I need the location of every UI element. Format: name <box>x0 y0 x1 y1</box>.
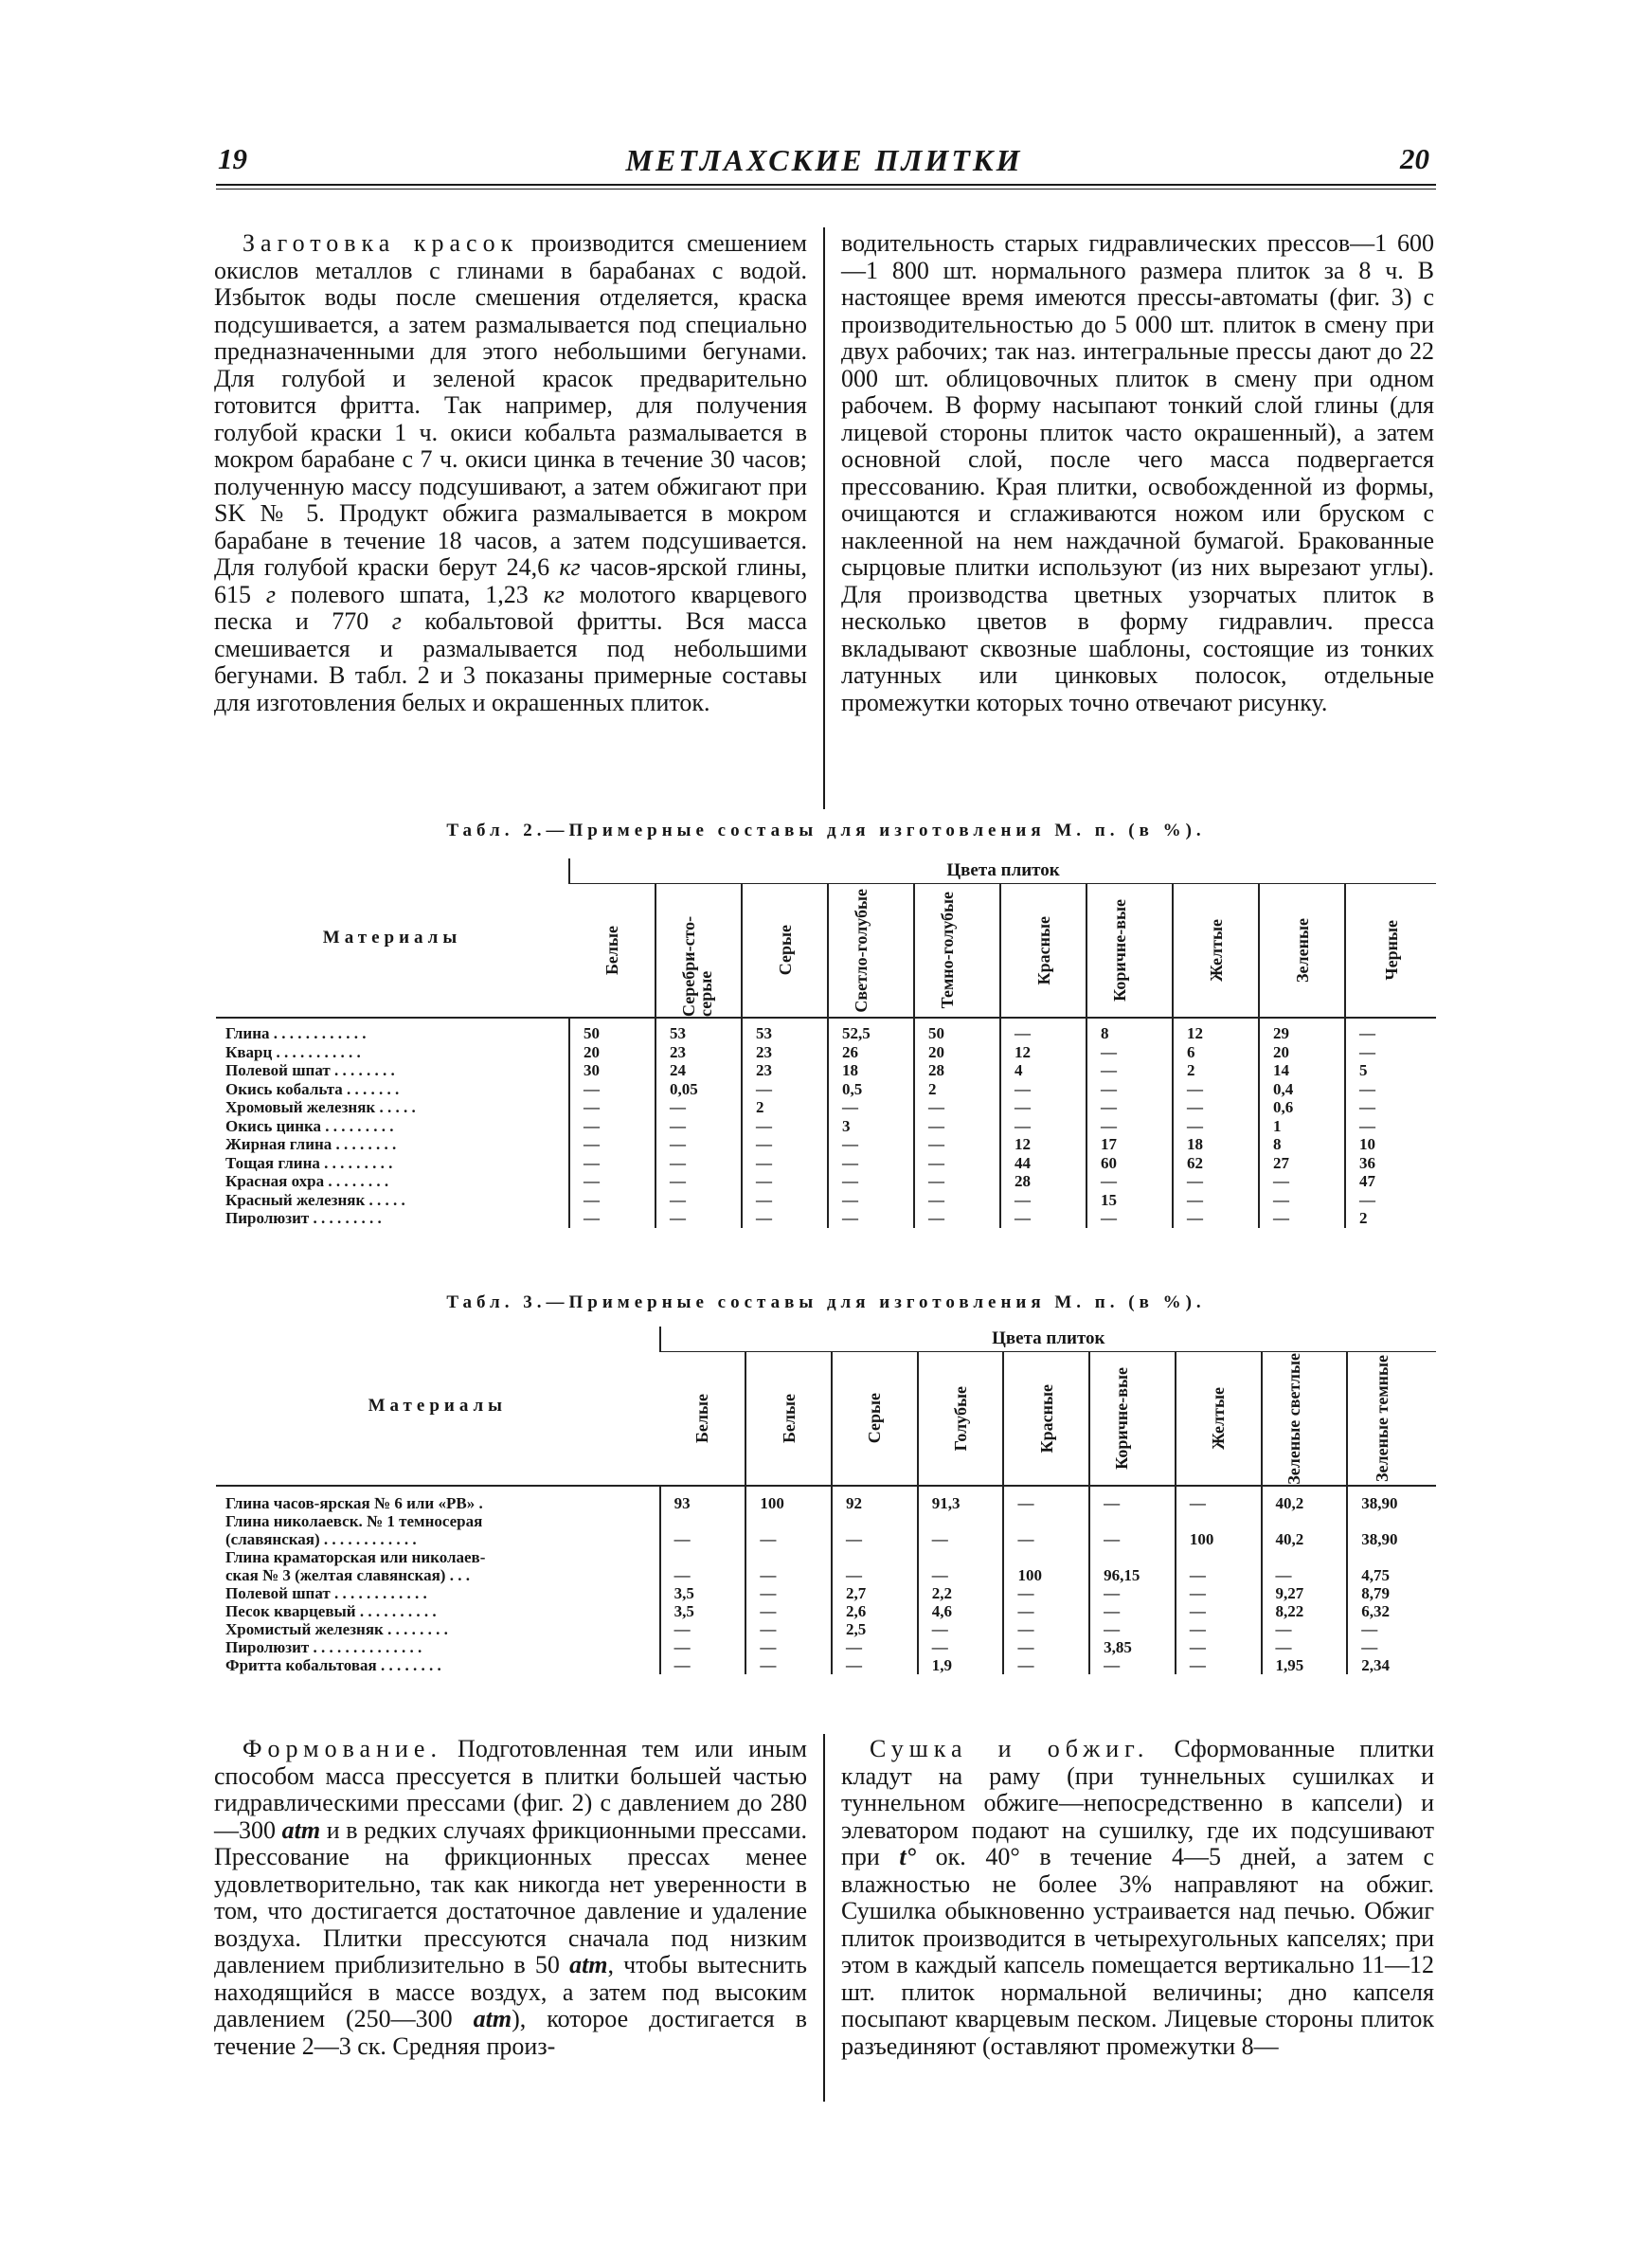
text-segment: ок. 40° в течение 4—5 дней, а затем с влажностью не более 3% направляют на обжиг. Сушилка обыкновенно устраивается над печью. Обжиг плиток производится в четырехугольных капселях; при этом в каждый капсель помещается вертикально 11—12 шт. плиток нормальной величины; дно капселя посыпают кварцевым песком. Лицевые стороны плиток разъединяют (оставляют промежутки 8— <box>841 1843 1435 2060</box>
material-row: Окись кобальта . . . . . . . <box>225 1079 400 1098</box>
material-row: Красный железняк . . . . . <box>225 1190 405 1209</box>
value-column: 50 20 30 — — — — — — — — <box>569 1018 655 1228</box>
term-sushka: Сушка и обжиг. <box>870 1735 1150 1762</box>
value-column: — — 100 — — — — — <box>1003 1486 1089 1674</box>
value-column: — — 5 — — — 10 36 47 — 2 <box>1345 1018 1436 1228</box>
unit-atm: atm <box>569 1951 608 1978</box>
value-column: 38,90 38,90 4,75 8,79 6,32 — — 2,34 <box>1347 1486 1436 1674</box>
temperature-symbol: t° <box>899 1843 917 1870</box>
unit-g: г <box>265 580 276 608</box>
table2-caption <box>0 821 1652 841</box>
column-header: Темно-голубые <box>914 884 1000 1019</box>
header-rule <box>216 184 1436 186</box>
value-column: — 12 4 — — — 12 44 28 — — <box>1000 1018 1086 1228</box>
value-column: 12 6 2 — — — 18 62 — — — <box>1173 1018 1259 1228</box>
material-row: Пиролюзит . . . . . . . . . <box>225 1209 382 1227</box>
column-header: Коричне-вые <box>1086 884 1173 1019</box>
material-row: Полевой шпат . . . . . . . . . . . . <box>225 1584 427 1602</box>
material-row: Глина . . . . . . . . . . . . <box>225 1024 367 1042</box>
value-column: 92 — — 2,7 2,6 2,5 — — <box>832 1486 918 1674</box>
table3-caption <box>0 1292 1652 1313</box>
unit-kg: кг <box>559 553 581 581</box>
text-segment: молотого кварцевого песка и 770 <box>214 580 807 635</box>
page-title: МЕТЛАХСКИЕ ПЛИТКИ <box>625 143 1023 177</box>
header-rule-thin <box>216 189 1436 190</box>
material-row: Жирная глина . . . . . . . . <box>225 1135 397 1153</box>
column-header: Коричне-вые <box>1089 1352 1176 1487</box>
colors-header: Цвета плиток <box>660 1327 1436 1352</box>
material-row: Пиролюзит . . . . . . . . . . . . . . <box>225 1638 422 1656</box>
column-header: Черные <box>1345 884 1436 1019</box>
column-header: Зеленые светлые <box>1262 1352 1348 1487</box>
term-zagotovka: Заготовка красок <box>242 229 519 257</box>
value-column: 53 23 23 — 2 — — — — — — <box>742 1018 828 1228</box>
value-column: — — 96,15 — — — 3,85 — <box>1089 1486 1176 1674</box>
page-number-left: 19 <box>218 142 247 175</box>
material-row: Фритта кобальтовая . . . . . . . . <box>225 1656 441 1674</box>
material-row: Глина краматорская или николаев- <box>225 1548 486 1566</box>
term-formovanie: Формование. <box>242 1735 442 1762</box>
unit-atm: atm <box>281 1815 321 1844</box>
text-segment: полевого шпата, 1,23 <box>276 580 544 608</box>
material-row: (славянская) . . . . . . . . . . . . <box>225 1530 417 1548</box>
column-header: Серые <box>832 1352 918 1487</box>
caption-label: Табл. 3. <box>446 1292 547 1312</box>
table3 <box>216 1327 1436 1674</box>
material-row: Красная охра . . . . . . . . <box>225 1172 389 1190</box>
material-row: Полевой шпат . . . . . . . . <box>225 1061 395 1079</box>
materials-list <box>216 1486 660 1674</box>
caption-label: Табл. 2. <box>446 821 547 840</box>
material-row: Хромовый железняк . . . . . <box>225 1098 416 1116</box>
text-segment: , чтобы вытеснить находящийся в массе воздух, а затем под высоким давлением (250—300 <box>214 1951 807 2032</box>
colors-header: Цвета плиток <box>569 858 1436 884</box>
column-header: Зеленые <box>1259 884 1345 1019</box>
value-column: 53 23 24 0,05 — — — — — — — <box>655 1018 742 1228</box>
material-row: Песок кварцевый . . . . . . . . . . <box>225 1602 437 1620</box>
col1-bottom-paragraph <box>214 1736 807 2060</box>
caption-text: —Примерные составы для изготовления М. п. (в %). <box>546 1292 1206 1312</box>
column-header: Зеленые темные <box>1347 1352 1436 1487</box>
materials-header: Материалы <box>216 858 569 1018</box>
value-column: 8 — — — — — 17 60 — 15 — <box>1086 1018 1173 1228</box>
col1-top-paragraph <box>214 230 807 716</box>
table2 <box>216 858 1436 1228</box>
value-column: 100 — — — — — — — <box>745 1486 832 1674</box>
text-segment: кобальтовой фритты. Вся масса смешивается и размалывается под небольшими бегунами. В табл. 2 и 3 показаны примерные составы для изготовления белых и окрашенных плиток. <box>214 607 807 716</box>
text-segment: часов-ярской глины, 615 <box>214 553 807 608</box>
caption-text: —Примерные составы для изготовления М. п. (в %). <box>546 821 1206 840</box>
text-segment: производится смешением окислов металлов с глинами в барабанах с водой. Избыток воды после смешения отделяется, краска подсушивается, а затем размалывается под специально предназначенными для этого небольшими бегунами. Для голубой и зеленой красок предварительно готовится фритта. Так например, для получения голубой краски 1 ч. окиси кобальта размалывается в мокром барабане с 7 ч. окиси цинка в течение 30 часов; полученную массу подсушивают, а затем обжигают при SK № 5. Продукт обжига размалывается в мокром барабане в течение 18 часов, а затем подсушивается. Для голубой краски берут 24,6 <box>214 229 807 581</box>
value-column: 50 20 28 2 — — — — — — — <box>914 1018 1000 1228</box>
column-header: Серебри-сто-серые <box>655 884 742 1019</box>
material-row: Окись цинка . . . . . . . . . <box>225 1116 394 1135</box>
column-header: Белые <box>660 1352 746 1487</box>
column-header: Красные <box>1003 1352 1089 1487</box>
col2-bottom-paragraph <box>841 1736 1434 2060</box>
column-header: Голубые <box>918 1352 1004 1487</box>
column-header: Красные <box>1000 884 1086 1019</box>
value-column: 40,2 40,2 — 9,27 8,22 — — 1,95 <box>1262 1486 1348 1674</box>
value-column: 91,3 — — 2,2 4,6 — — 1,9 <box>918 1486 1004 1674</box>
column-header: Белые <box>569 884 655 1019</box>
column-header: Желтые <box>1173 884 1259 1019</box>
text-segment: Подготовленная тем или иным способом масса прессуется в плитки большей частью гидравлическими прессами (фиг. 2) с давлением до 280—300 <box>214 1735 807 1844</box>
materials-header: Материалы <box>216 1327 660 1486</box>
material-row: Тощая глина . . . . . . . . . <box>225 1153 393 1172</box>
material-row: Глина часов-ярская № 6 или «РВ» . <box>225 1494 483 1512</box>
material-row: ская № 3 (желтая славянская) . . . <box>225 1566 470 1584</box>
material-row: Кварц . . . . . . . . . . . <box>225 1042 361 1061</box>
column-header: Серые <box>742 884 828 1019</box>
column-divider-top <box>823 227 825 809</box>
text-segment: и в редких случаях фрикционными прессами. Прессование на фрикционных прессах менее удовлетворительно, так как никогда нет уверенности в том, что достигается достаточное давление и удаление воздуха. Плитки прессуются сначала под низким давлением приблизительно в 50 <box>214 1815 808 1978</box>
material-row: Хромистый железняк . . . . . . . . <box>225 1620 448 1638</box>
text-segment: Сформованные плитки кладут на раму (при туннельных сушилках и туннельном обжиге—непосредственно в капсели) и элеватором подают на сушилку, где их подсушивают при <box>841 1735 1434 1870</box>
materials-list <box>216 1018 569 1228</box>
value-column: 52,5 26 18 0,5 — 3 — — — — — <box>828 1018 914 1228</box>
column-header: Желтые <box>1176 1352 1262 1487</box>
col2-top-paragraph: водительность старых гидравлических прессов—1 600—1 800 шт. нормального размера плиток за 8 ч. В настоящее время имеются прессы-автоматы (фиг. 3) с производительностью до 5 000 шт. плиток в смену при двух рабочих; так наз. интегральные прессы дают до 22 000 шт. облицовочных плиток в смену при одном рабочем. В форму насыпают тонкий слой глины (для лицевой стороны плиток часто окрашенный), а затем основной слой, после чего масса подвергается прессованию. Края плитки, освобожденной из формы, очищаются и сглаживаются ножом или бруском с наклеенной на нем наждачной бумагой. Бракованные сырцовые плитки используют (из них вырезают углы). Для производства цветных узорчатых плиток в несколько цветов в форму гидравлич. пресса вкладывают сквозные шаблоны, состоящие из тонких латунных или цинковых полосок, отдельные промежутки которых точно отвечают рисунку. <box>841 229 1434 716</box>
text-segment: ), которое достигается в течение 2—3 ск. Средняя произ- <box>214 2005 807 2060</box>
unit-g: г <box>391 607 402 635</box>
unit-atm: atm <box>473 2005 512 2032</box>
column-divider-bottom <box>823 1734 825 2102</box>
material-row: Глина николаевск. № 1 темносерая <box>225 1512 483 1530</box>
unit-kg: кг <box>543 580 565 608</box>
value-column: 29 20 14 0,4 0,6 1 8 27 — — — <box>1259 1018 1345 1228</box>
column-header: Белые <box>745 1352 832 1487</box>
page-number-right: 20 <box>1400 142 1429 175</box>
value-column: — 100 — — — — — — <box>1176 1486 1262 1674</box>
value-column: 93 — — 3,5 3,5 — — — <box>660 1486 746 1674</box>
column-header: Светло-голубые <box>828 884 914 1019</box>
